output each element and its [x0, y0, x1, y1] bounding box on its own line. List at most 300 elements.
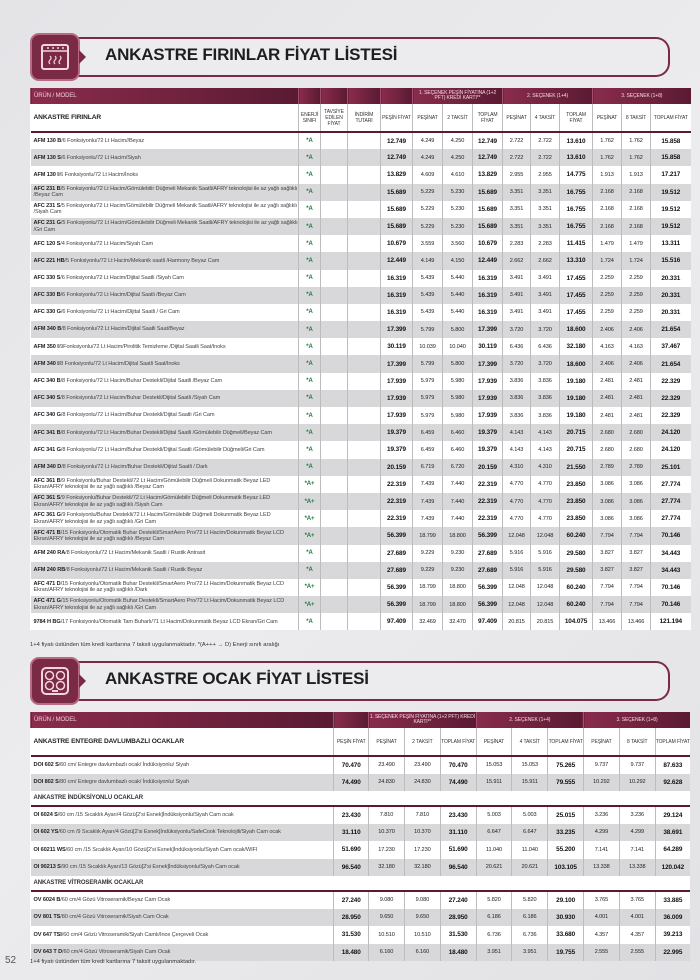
price-cell: 7.794 — [622, 579, 651, 596]
price-cell: 23.430 — [440, 806, 476, 824]
price-cell: 10.679 — [473, 235, 503, 252]
price-cell: 2.481 — [593, 407, 622, 424]
price-cell: 19.180 — [560, 373, 593, 390]
price-cell: 2.406 — [622, 321, 651, 338]
model-code: 9784 H BG — [33, 618, 61, 625]
energy-class: *A — [299, 441, 321, 458]
price-cell: 18.800 — [443, 527, 473, 544]
product-cell — [31, 806, 334, 824]
price-cell: 14.775 — [560, 166, 593, 183]
price-cell: 9.650 — [404, 909, 440, 927]
price-cell: 4.163 — [593, 338, 622, 355]
energy-class: *A+ — [299, 579, 321, 596]
option2-header: 2. SEÇENEK (1+4) — [503, 88, 593, 104]
price-cell: 33.885 — [655, 891, 690, 909]
price-cell: 37.467 — [651, 338, 691, 355]
price-cell: 5.980 — [443, 373, 473, 390]
table-row — [31, 859, 691, 877]
section-header-row — [31, 876, 691, 891]
price-cell: 27.689 — [473, 545, 503, 562]
energy-class: *A — [299, 355, 321, 372]
discount-amount — [348, 235, 381, 252]
discount-amount — [348, 562, 381, 579]
product-cell — [31, 859, 334, 877]
energy-class: *A — [299, 184, 321, 201]
price-cell: 11.040 — [512, 841, 548, 859]
model-code: AFC 471 B — [33, 529, 61, 536]
price-cell: 15.911 — [476, 774, 512, 792]
price-cell: 5.916 — [531, 562, 560, 579]
price-cell: 22.995 — [655, 944, 690, 962]
discount-amount — [348, 149, 381, 166]
price-cell: 19.379 — [473, 424, 503, 441]
recommended-price — [321, 613, 348, 630]
price-cell: 22.319 — [381, 510, 413, 527]
price-cell: 17.217 — [651, 166, 691, 183]
energy-class: *A — [299, 149, 321, 166]
price-cell: 21.550 — [560, 459, 593, 476]
price-cell: 13.610 — [560, 132, 593, 149]
price-cell: 7.794 — [593, 579, 622, 596]
price-cell: 16.319 — [381, 270, 413, 287]
option3-header: 3. SEÇENEK (1+8) — [593, 88, 691, 104]
energy-class: *A — [299, 545, 321, 562]
table-row — [31, 304, 691, 321]
price-cell: 5.800 — [443, 355, 473, 372]
page-number: 52 — [5, 955, 17, 966]
price-cell: 6.186 — [476, 909, 512, 927]
recommended-price — [321, 201, 348, 218]
price-cell: 3.236 — [584, 806, 620, 824]
price-cell: 5.820 — [476, 891, 512, 909]
price-cell: 39.213 — [655, 926, 690, 944]
price-cell: 5.979 — [413, 373, 443, 390]
product-cell — [31, 304, 299, 321]
table-row — [31, 218, 691, 235]
price-cell: 20.621 — [512, 859, 548, 877]
cooktop-icon — [30, 657, 80, 705]
energy-class: *A+ — [299, 476, 321, 493]
column-header: PEŞİNAT — [593, 104, 622, 132]
product-cell — [31, 909, 334, 927]
price-cell: 24.830 — [369, 774, 405, 792]
page-title: ANKASTRE FIRINLAR FİYAT LİSTESİ — [105, 45, 398, 64]
price-cell: 22.319 — [473, 493, 503, 510]
price-cell: 27.774 — [651, 493, 691, 510]
column-header: ANKASTRE ENTEGRE DAVLUMBAZLI OCAKLAR — [31, 728, 334, 756]
price-cell: 19.512 — [651, 184, 691, 201]
price-cell: 56.399 — [381, 596, 413, 613]
model-code: AFC 471 G — [33, 598, 61, 605]
price-cell: 4.249 — [413, 149, 443, 166]
table-row — [31, 510, 691, 527]
table-row — [31, 149, 691, 166]
model-code: AFM 350 I — [33, 343, 59, 350]
section-label: ANKASTRE VİTROSERAMİK OCAKLAR — [31, 876, 691, 891]
price-cell: 27.689 — [473, 562, 503, 579]
option2-header: 2. SEÇENEK (1+4) — [476, 712, 583, 728]
price-cell: 4.149 — [413, 252, 443, 269]
price-cell: 5.916 — [531, 545, 560, 562]
discount-amount — [348, 132, 381, 149]
price-cell: 3.351 — [503, 218, 531, 235]
price-cell: 2.259 — [622, 304, 651, 321]
product-model-header: ÜRÜN / MODEL — [31, 712, 334, 728]
price-cell: 2.406 — [593, 355, 622, 372]
price-cell: 10.370 — [404, 824, 440, 842]
discount-amount — [348, 252, 381, 269]
recommended-price — [321, 235, 348, 252]
price-cell: 23.850 — [560, 510, 593, 527]
price-cell: 18.800 — [443, 579, 473, 596]
model-description: /60 cm/4 Gözü Vitroseramik/Siyah Camlı/Inox Çerçeveli Ocak — [61, 931, 209, 938]
price-cell: 2.722 — [503, 149, 531, 166]
discount-amount — [348, 596, 381, 613]
cooktop-price-table — [30, 712, 690, 961]
price-cell: 2.555 — [584, 944, 620, 962]
model-description: /6 Fonksiyonlu/72 Lt Hacim/Dijital Saatli /Siyah Cam — [60, 274, 184, 281]
model-description: /17 Fonksiyonlu/Otomatik Tam Buharlı/71 Lt Hacim/Dokunmatik Beyaz LCD Ekran/Gri Cam — [60, 618, 278, 625]
price-cell: 12.048 — [531, 579, 560, 596]
price-cell: 4.770 — [503, 510, 531, 527]
price-cell: 3.086 — [622, 476, 651, 493]
product-cell — [31, 355, 299, 372]
price-cell: 87.633 — [655, 756, 690, 774]
price-cell: 3.086 — [593, 510, 622, 527]
table-row — [31, 527, 691, 544]
price-cell: 24.120 — [651, 424, 691, 441]
price-cell: 7.794 — [593, 596, 622, 613]
model-code: OI 90213 S — [33, 864, 61, 871]
model-code: DOI 602 S — [33, 762, 59, 769]
table-row — [31, 493, 691, 510]
price-cell: 15.689 — [381, 201, 413, 218]
price-cell: 22.319 — [381, 476, 413, 493]
price-cell: 70.470 — [440, 756, 476, 774]
price-cell: 15.689 — [381, 218, 413, 235]
recommended-price — [321, 596, 348, 613]
model-code: DOI 802 S — [33, 779, 59, 786]
price-cell: 3.351 — [503, 201, 531, 218]
price-cell: 5.440 — [443, 270, 473, 287]
price-cell: 27.774 — [651, 510, 691, 527]
price-cell: 17.939 — [381, 407, 413, 424]
option1-header: 1. SEÇENEK PEŞİN FİYATINA (1+2 PFT) KREDİ KARTI** — [413, 88, 503, 104]
price-cell: 3.720 — [503, 355, 531, 372]
price-cell: 3.491 — [531, 304, 560, 321]
model-description: /60 cm/ Entegre davlumbazlı ocak/ İndüksiyonlu/ Siyah — [58, 762, 189, 769]
price-cell: 3.086 — [593, 476, 622, 493]
recommended-price — [321, 270, 348, 287]
table-row — [31, 774, 691, 792]
price-cell: 3.560 — [443, 235, 473, 252]
product-cell — [31, 424, 299, 441]
price-cell: 2.168 — [593, 218, 622, 235]
price-cell: 29.580 — [560, 562, 593, 579]
model-description: /90 cm /15 Sıcaklık Ayarı/13 Gözü[2'si Esnek]İndüksiyonlu/Siyah Cam ocak — [60, 864, 240, 871]
price-cell: 12.449 — [473, 252, 503, 269]
model-code: OI 602 YS — [33, 829, 59, 836]
price-cell: 17.399 — [473, 321, 503, 338]
price-cell: 103.105 — [548, 859, 584, 877]
product-cell — [31, 390, 299, 407]
price-cell: 17.455 — [560, 287, 593, 304]
discount-amount — [348, 527, 381, 544]
table-row — [31, 287, 691, 304]
price-cell: 3.720 — [503, 321, 531, 338]
price-cell: 60.240 — [560, 596, 593, 613]
price-cell: 7.794 — [593, 527, 622, 544]
model-code: AFC 341 G — [33, 446, 61, 453]
product-cell — [31, 476, 299, 493]
price-cell: 5.979 — [413, 390, 443, 407]
price-cell: 3.765 — [584, 891, 620, 909]
model-description: /8 Fonksiyonlu/72 Lt Hacim/Buhar Destekli/Dijital Saatli / Dark — [61, 463, 208, 470]
price-cell: 17.455 — [560, 270, 593, 287]
table-row — [31, 891, 691, 909]
price-cell: 22.329 — [651, 390, 691, 407]
price-cell: 3.836 — [531, 373, 560, 390]
table-row — [31, 841, 691, 859]
recommended-price — [321, 355, 348, 372]
recommended-price — [321, 321, 348, 338]
price-cell: 4.609 — [413, 166, 443, 183]
product-cell — [31, 596, 299, 613]
column-header: TAVSİYE EDİLEN FİYAT — [321, 104, 348, 132]
energy-class: *A — [299, 390, 321, 407]
table-row — [31, 596, 691, 613]
product-cell — [31, 493, 299, 510]
model-description: /8 Fonksiyonlu/72 Lt Hacim/Buhar Destekli/Dijital Saatli /Gömülebilir Düğmeli/Beyaz Cam — [60, 429, 272, 436]
table-row — [31, 562, 691, 579]
price-cell: 13.829 — [381, 166, 413, 183]
price-cell: 12.749 — [473, 132, 503, 149]
price-cell: 4.770 — [531, 476, 560, 493]
price-cell: 5.229 — [413, 218, 443, 235]
price-cell: 4.143 — [531, 441, 560, 458]
recommended-price — [321, 287, 348, 304]
price-cell: 34.443 — [651, 562, 691, 579]
discount-amount — [348, 287, 381, 304]
recommended-price — [321, 304, 348, 321]
discount-amount — [348, 493, 381, 510]
price-cell: 70.146 — [651, 596, 691, 613]
price-cell: 5.799 — [413, 321, 443, 338]
price-cell: 20.159 — [473, 459, 503, 476]
price-cell: 9.230 — [443, 545, 473, 562]
price-cell: 17.230 — [369, 841, 405, 859]
model-code: AFC 330 B — [33, 292, 61, 299]
price-cell: 2.168 — [622, 184, 651, 201]
price-cell: 6.186 — [512, 909, 548, 927]
price-cell: 2.406 — [622, 355, 651, 372]
price-cell: 74.490 — [334, 774, 369, 792]
price-cell: 5.230 — [443, 201, 473, 218]
price-cell: 31.530 — [440, 926, 476, 944]
model-description: /8 Fonksiyonlu/72 Lt Hacim/Mekanik Saatli / Rustik Beyaz — [65, 567, 203, 574]
recommended-price — [321, 545, 348, 562]
table-row — [31, 613, 691, 630]
price-cell: 6.647 — [512, 824, 548, 842]
price-cell: 4.143 — [503, 424, 531, 441]
price-cell: 56.399 — [473, 527, 503, 544]
price-cell: 3.951 — [476, 944, 512, 962]
price-cell: 3.559 — [413, 235, 443, 252]
price-cell: 33.680 — [548, 926, 584, 944]
model-description: /5 Fonksiyonlu/72 Lt Hacim/Gömülebilir Düğmeli Mekanik Saatli/AFRY teknolojisi ile az yağlı sağlıklı /Gri Cam — [33, 220, 298, 233]
price-cell: 120.042 — [655, 859, 690, 877]
price-cell: 2.259 — [593, 270, 622, 287]
price-cell: 29.124 — [655, 806, 690, 824]
price-cell: 20.715 — [560, 424, 593, 441]
recommended-price — [321, 407, 348, 424]
discount-amount — [348, 355, 381, 372]
price-cell: 19.512 — [651, 201, 691, 218]
energy-class: *A — [299, 459, 321, 476]
price-cell: 5.799 — [413, 355, 443, 372]
price-cell: 36.009 — [655, 909, 690, 927]
product-cell — [31, 321, 299, 338]
price-cell: 3.351 — [531, 201, 560, 218]
energy-class: *A+ — [299, 527, 321, 544]
model-code: AFC 471 D — [33, 581, 61, 588]
model-code: AFC 361 B — [33, 477, 61, 484]
price-cell: 5.439 — [413, 287, 443, 304]
product-cell — [31, 545, 299, 562]
product-cell — [31, 926, 334, 944]
price-cell: 7.141 — [619, 841, 655, 859]
price-cell: 17.455 — [560, 304, 593, 321]
table-row — [31, 390, 691, 407]
price-cell: 6.647 — [476, 824, 512, 842]
model-description: /6 Fonksiyonlu/72 Lt Hacim/Dijital Saatli /Beyaz Cam — [60, 292, 186, 299]
column-header: PEŞİNAT — [476, 728, 512, 756]
product-cell — [31, 756, 334, 774]
discount-amount — [348, 424, 381, 441]
discount-amount — [348, 545, 381, 562]
model-code: OV 6024 B — [33, 897, 61, 904]
oven-icon — [30, 33, 80, 81]
price-cell: 3.765 — [619, 891, 655, 909]
table-row — [31, 806, 691, 824]
price-cell: 3.836 — [503, 373, 531, 390]
discount-amount — [348, 338, 381, 355]
price-cell: 15.516 — [651, 252, 691, 269]
price-cell: 70.470 — [334, 756, 369, 774]
header-spacer — [299, 88, 321, 104]
price-cell: 2.789 — [593, 459, 622, 476]
price-cell: 56.399 — [381, 579, 413, 596]
price-cell: 24.120 — [651, 441, 691, 458]
header-spacer — [348, 88, 381, 104]
price-cell: 2.283 — [531, 235, 560, 252]
price-cell: 16.319 — [473, 304, 503, 321]
model-description: /60 cm /15 Sıcaklık Ayarı/10 Gözü[2'si Esnek]İndüksiyonlu/Siyah Cam ocak/WIFI — [65, 846, 258, 853]
price-cell: 23.850 — [560, 493, 593, 510]
price-cell: 13.338 — [619, 859, 655, 877]
price-cell: 6.736 — [476, 926, 512, 944]
price-cell: 3.351 — [531, 184, 560, 201]
product-cell — [31, 891, 334, 909]
model-code: OV 801 TS — [33, 914, 61, 921]
table-row — [31, 184, 691, 201]
price-cell: 4.310 — [503, 459, 531, 476]
price-cell: 22.319 — [473, 476, 503, 493]
price-cell: 12.048 — [531, 527, 560, 544]
price-cell: 15.689 — [473, 184, 503, 201]
energy-class: *A — [299, 132, 321, 149]
price-cell: 33.235 — [548, 824, 584, 842]
price-cell: 18.799 — [413, 527, 443, 544]
price-cell: 6.460 — [443, 424, 473, 441]
recommended-price — [321, 184, 348, 201]
price-cell: 6.719 — [413, 459, 443, 476]
price-cell: 29.100 — [548, 891, 584, 909]
price-cell: 4.250 — [443, 132, 473, 149]
recommended-price — [321, 338, 348, 355]
price-cell: 5.916 — [503, 562, 531, 579]
model-description: /80 cm/ Entegre davlumbazlı ocak/ İndüksiyonlu/ Siyah — [58, 779, 189, 786]
price-cell: 12.449 — [381, 252, 413, 269]
price-cell: 18.799 — [413, 579, 443, 596]
price-cell: 16.755 — [560, 184, 593, 201]
price-cell: 4.610 — [443, 166, 473, 183]
discount-amount — [348, 613, 381, 630]
recommended-price — [321, 218, 348, 235]
energy-class: *A+ — [299, 493, 321, 510]
price-cell: 17.939 — [473, 373, 503, 390]
header-spacer — [381, 88, 413, 104]
price-cell: 10.510 — [369, 926, 405, 944]
price-cell: 13.311 — [651, 235, 691, 252]
price-cell: 7.810 — [369, 806, 405, 824]
price-cell: 27.240 — [334, 891, 369, 909]
recommended-price — [321, 441, 348, 458]
discount-amount — [348, 390, 381, 407]
price-cell: 22.329 — [651, 407, 691, 424]
price-cell: 3.491 — [503, 304, 531, 321]
price-cell: 1.762 — [593, 132, 622, 149]
model-description: /80 cm/4 Gözü Vitroseramik/Siyah Cam Ocak — [60, 914, 169, 921]
price-cell: 70.146 — [651, 527, 691, 544]
price-cell: 7.794 — [622, 527, 651, 544]
price-cell: 3.951 — [512, 944, 548, 962]
price-cell: 22.329 — [651, 373, 691, 390]
section-header-row — [31, 791, 691, 806]
product-cell — [31, 373, 299, 390]
price-cell: 32.180 — [560, 338, 593, 355]
price-cell: 3.491 — [503, 270, 531, 287]
column-header: ENERJİ SINIFI — [299, 104, 321, 132]
price-cell: 5.980 — [443, 407, 473, 424]
column-header: PEŞİNAT — [503, 104, 531, 132]
price-cell: 20.331 — [651, 270, 691, 287]
price-cell: 3.491 — [531, 287, 560, 304]
price-cell: 3.836 — [503, 407, 531, 424]
price-cell: 16.319 — [473, 287, 503, 304]
price-cell: 4.357 — [619, 926, 655, 944]
price-cell: 3.827 — [593, 545, 622, 562]
price-cell: 2.680 — [593, 441, 622, 458]
price-cell: 97.409 — [473, 613, 503, 630]
price-cell: 3.236 — [619, 806, 655, 824]
price-cell: 20.815 — [503, 613, 531, 630]
price-cell: 7.794 — [622, 596, 651, 613]
model-description: /8 Fonksiyonlu/72 Lt Hacim/Buhar Destekli/Dijital Saatli /Gri Cam — [60, 412, 215, 419]
price-cell: 1.724 — [622, 252, 651, 269]
recommended-price — [321, 459, 348, 476]
model-description: /15 Fonksiyonlu/Otomatik Buhar Destekli/SmartAero Pro/72 Lt Hacim/Dokunmatik Beyaz LCD Ekran/AFRY teknolojisi ile az yağlı sağlıklı /Beyaz Cam — [33, 529, 284, 542]
